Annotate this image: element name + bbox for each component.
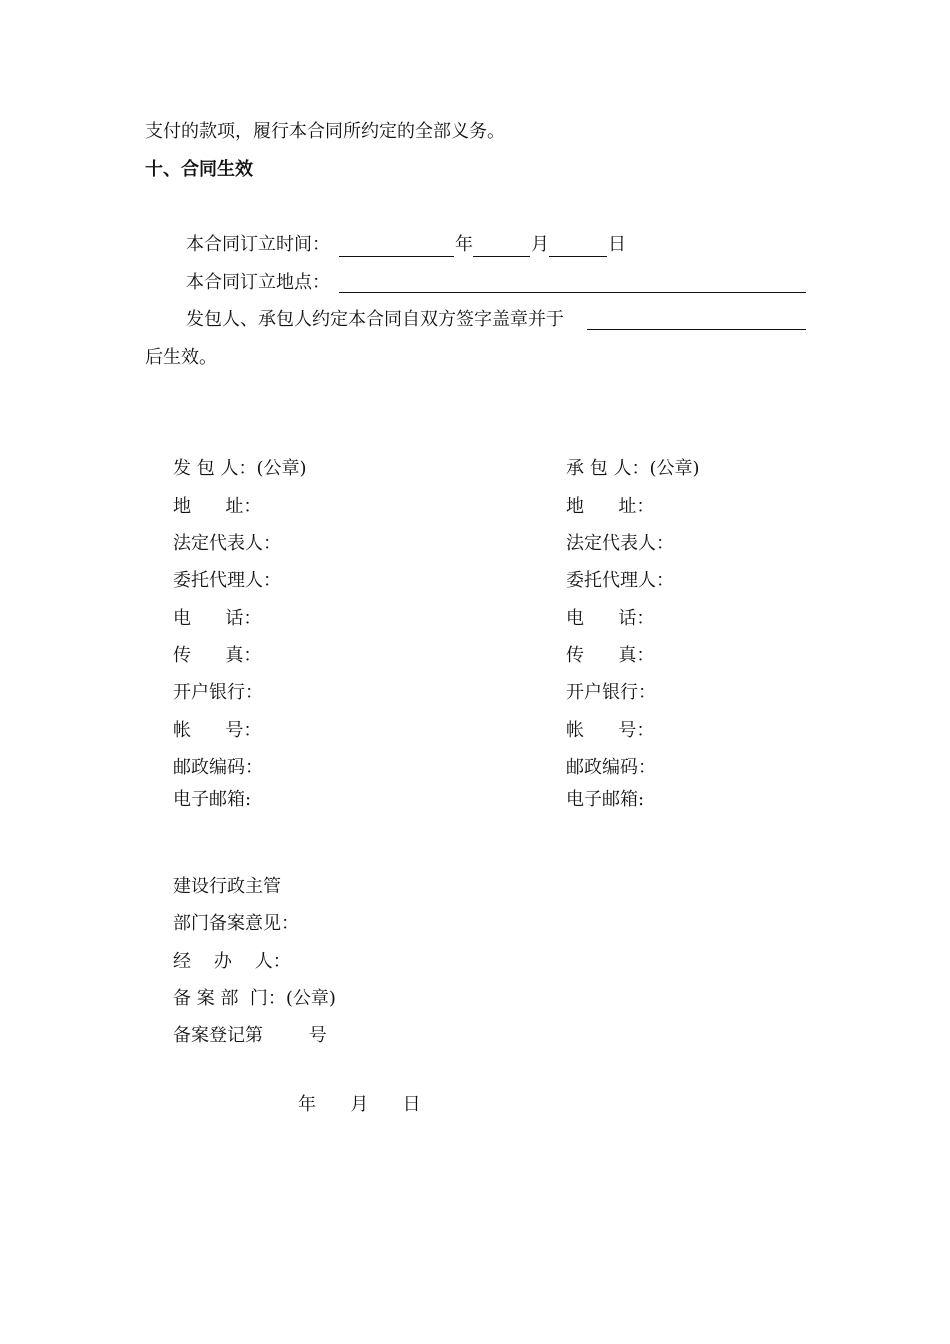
contractor-legal-rep: 法定代表人：	[566, 533, 674, 554]
contractor-bank: 开户银行：	[566, 682, 656, 703]
employer-bank: 开户银行：	[173, 682, 263, 703]
contractor-email: 电子邮箱:	[566, 789, 645, 810]
signing-year-blank	[339, 256, 454, 257]
contractor-fax: 传 真：	[566, 645, 655, 666]
filing-handler: 经 办 人：	[173, 951, 291, 972]
employer-email: 电子邮箱:	[173, 789, 252, 810]
signing-place-blank	[339, 292, 806, 293]
effect-clause: 发包人、承包人约定本合同自双方签字盖章并于	[186, 309, 564, 330]
filing-registration-number: 备案登记第 号	[173, 1025, 327, 1046]
month-label: 月	[531, 234, 549, 255]
employer-account: 帐 号：	[173, 720, 262, 741]
filing-authority-line2: 部门备案意见：	[173, 913, 299, 934]
contractor-agent: 委托代理人：	[566, 570, 674, 591]
day-label: 日	[608, 234, 626, 255]
employer-address: 地 址：	[173, 496, 262, 517]
effect-tail: 后生效。	[145, 347, 217, 368]
contractor-party: 承 包 人：(公章)	[566, 458, 700, 479]
employer-legal-rep: 法定代表人：	[173, 533, 281, 554]
employer-phone: 电 话：	[173, 608, 262, 629]
employer-postcode: 邮政编码：	[173, 757, 263, 778]
filing-authority-line1: 建设行政主管	[173, 876, 281, 897]
contractor-postcode: 邮政编码：	[566, 757, 656, 778]
section-heading: 十、合同生效	[145, 159, 253, 180]
contractor-account: 帐 号：	[566, 720, 655, 741]
intro-tail-line: 支付的款项，履行本合同所约定的全部义务。	[145, 121, 505, 142]
signing-time-label: 本合同订立时间：	[186, 234, 330, 255]
signing-day-blank	[549, 256, 607, 257]
employer-agent: 委托代理人：	[173, 570, 281, 591]
filing-department: 备 案 部 门：(公章)	[173, 988, 336, 1009]
filing-date: 年 月 日	[298, 1094, 421, 1115]
employer-fax: 传 真：	[173, 645, 262, 666]
employer-party: 发 包 人：(公章)	[173, 458, 307, 479]
effect-date-blank	[587, 329, 806, 330]
contractor-phone: 电 话：	[566, 608, 655, 629]
contractor-address: 地 址：	[566, 496, 655, 517]
signing-place-label: 本合同订立地点：	[186, 272, 330, 293]
year-label: 年	[455, 234, 473, 255]
signing-month-blank	[473, 256, 530, 257]
